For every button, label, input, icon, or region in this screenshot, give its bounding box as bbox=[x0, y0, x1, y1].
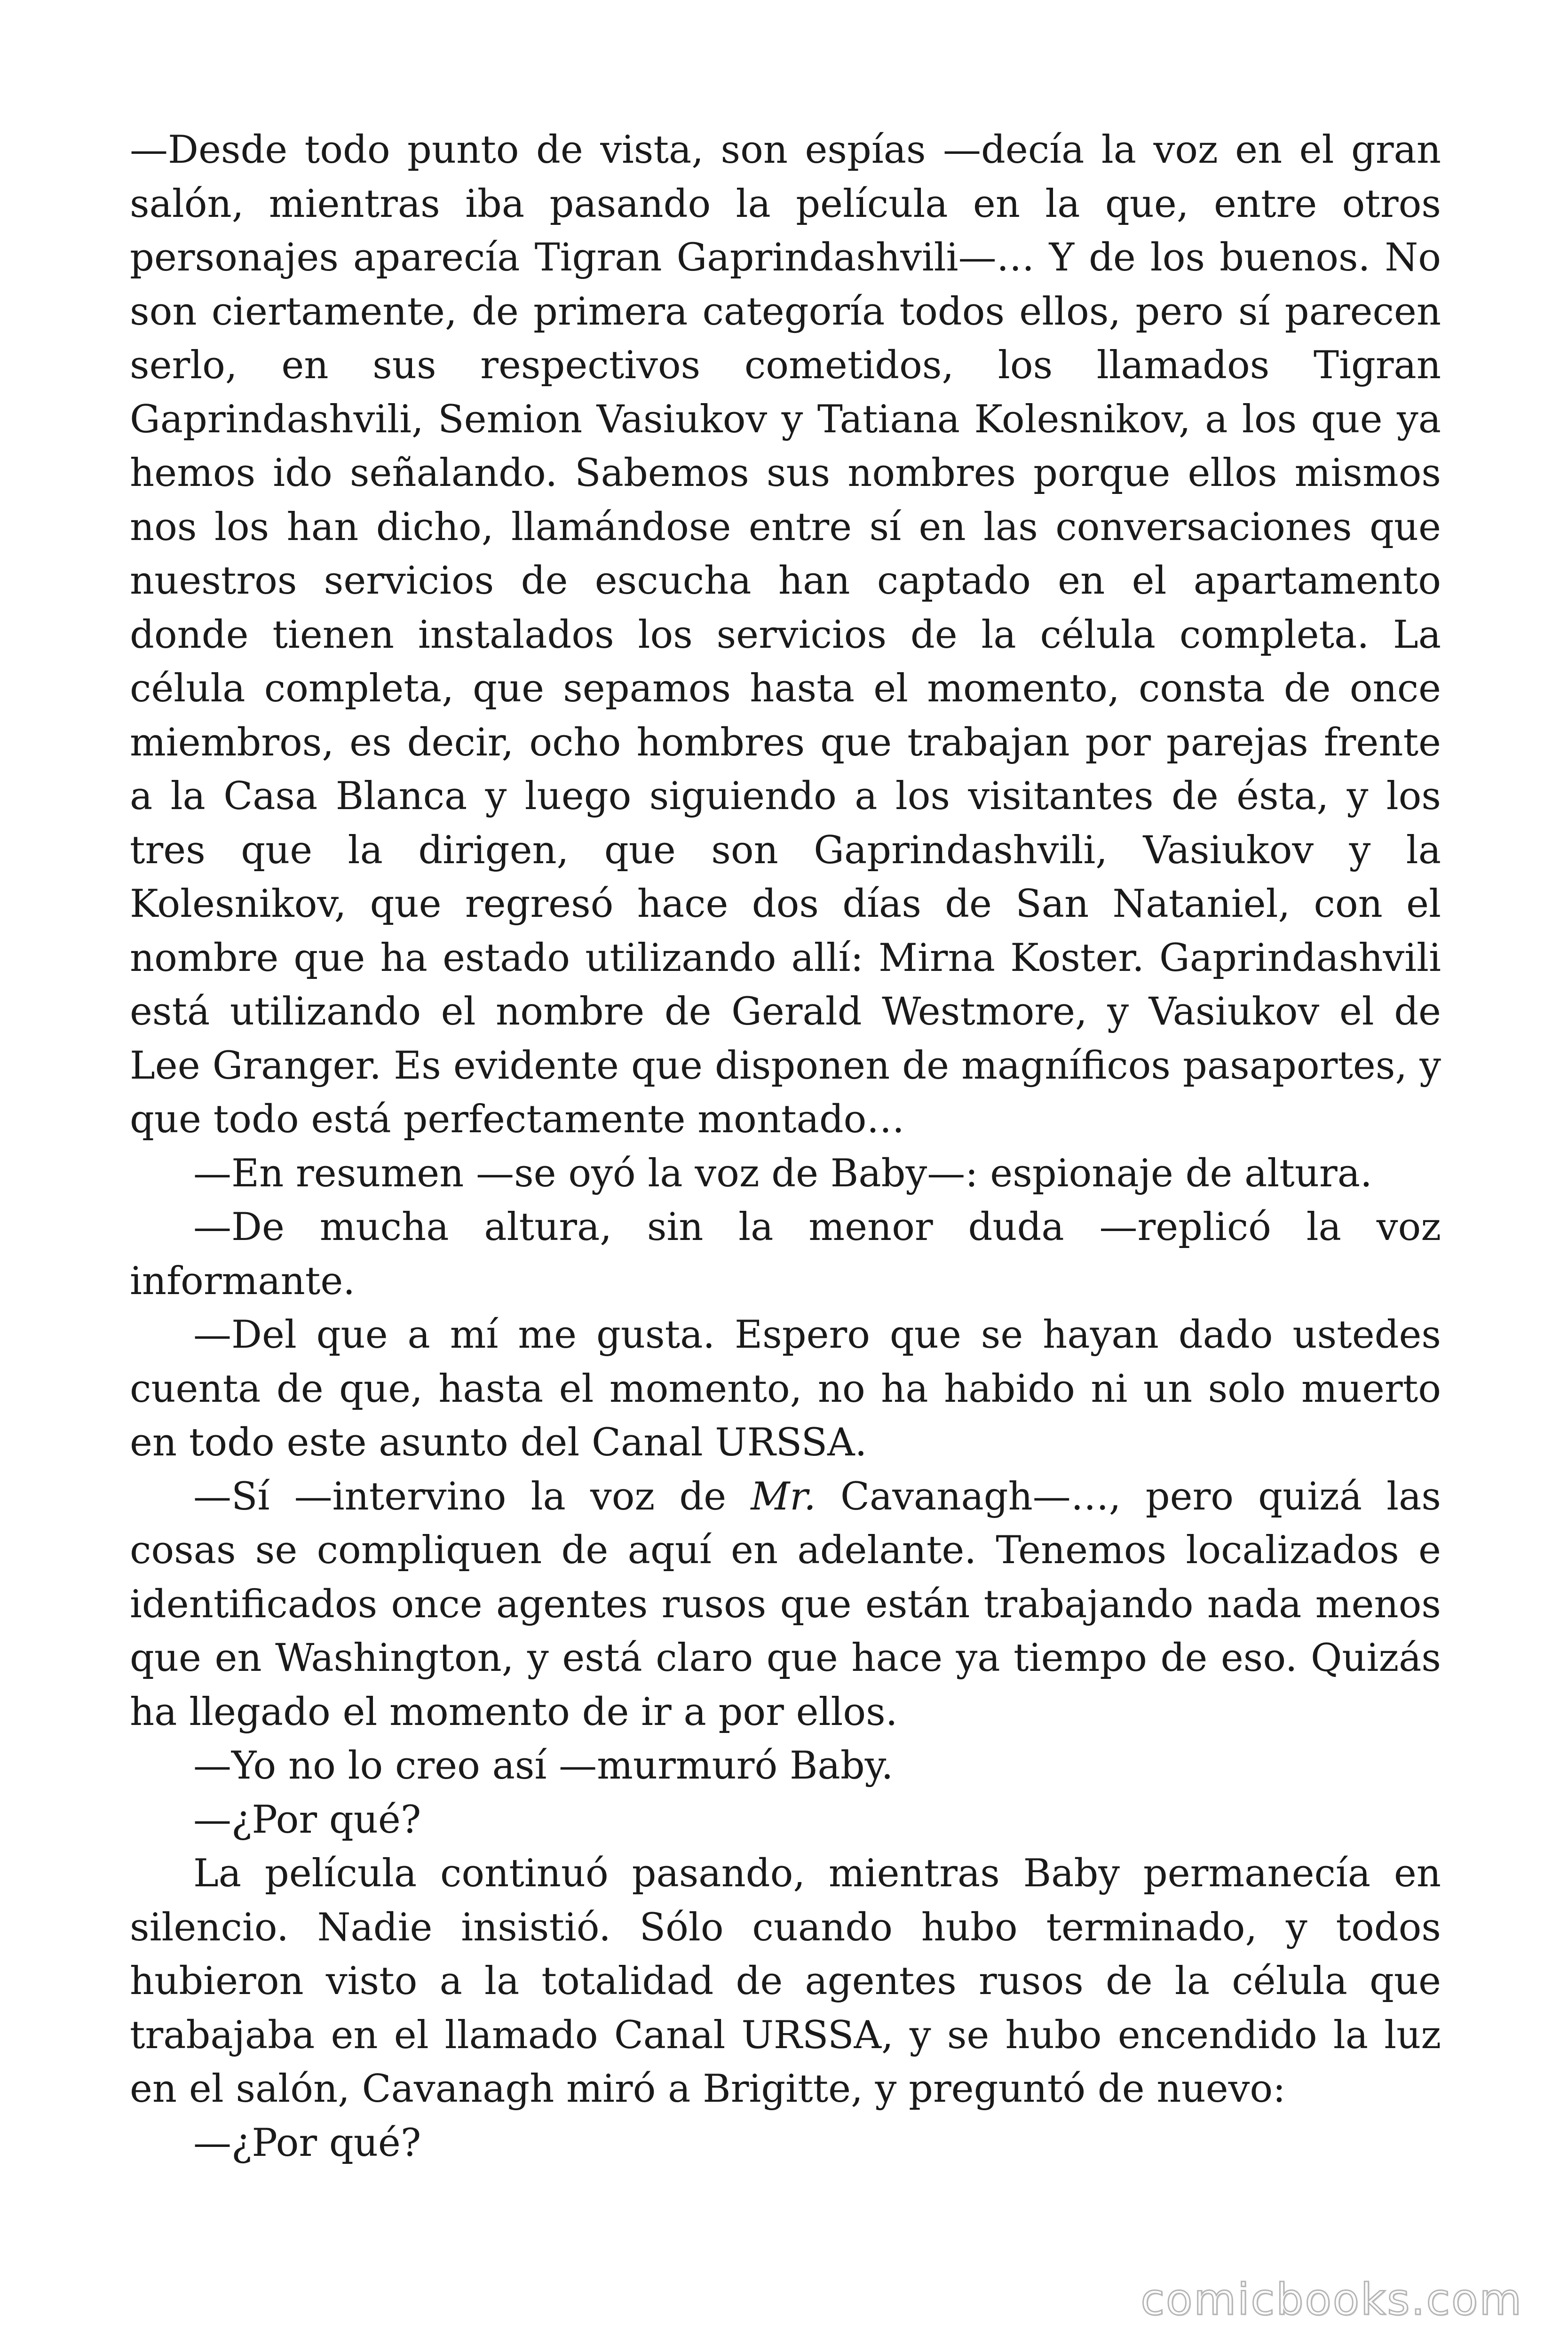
paragraph: —De mucha altura, sin la menor duda —replicó la voz informante. bbox=[130, 1205, 1441, 1303]
paragraph: La película continuó pasando, mientras Baby permanecía en silencio. Nadie insistió. Sólo cuando hubo terminado, y todos hubieron visto a la totalidad de agentes rusos de la célula que trabajaba en el llamado Canal URSSA, y se hubo encendido la luz en el salón, Cavanagh miró a Brigitte, y preguntó de nuevo: bbox=[130, 1851, 1441, 2111]
paragraph-italic-text: Mr. bbox=[751, 1474, 816, 1519]
paragraph: —¿Por qué? bbox=[193, 1797, 421, 1842]
paragraph: —Yo no lo creo así —murmuró Baby. bbox=[193, 1744, 894, 1788]
paragraph: —Del que a mí me gusta. Espero que se hayan dado ustedes cuenta de que, hasta el momento, no ha habido ni un solo muerto en todo este asunto del Canal URSSA. bbox=[130, 1313, 1441, 1465]
paragraph: —En resumen —se oyó la voz de Baby—: espionaje de altura. bbox=[193, 1151, 1372, 1196]
paragraph bbox=[130, 1470, 1441, 1740]
paragraph-text: —Sí —intervino la voz de bbox=[193, 1474, 751, 1519]
paragraph-text: Cavanagh—…, pero quizá las cosas se compliquen de aquí en adelante. Tenemos localizados e identificados once agentes rusos que están trabajando nada menos que en Washington, y está claro que hace ya tiempo de eso. Quizás ha llegado el momento de ir a por ellos. bbox=[130, 1474, 1441, 1734]
book-page-text bbox=[130, 123, 1441, 2170]
paragraph: —¿Por qué? bbox=[193, 2121, 421, 2165]
watermark: comicbooks.com bbox=[1140, 2274, 1523, 2325]
paragraph: —Desde todo punto de vista, son espías —decía la voz en el gran salón, mientras iba pasando la película en la que, entre otros personajes aparecía Tigran Gaprindashvili—… Y de los buenos. No son ciertamente, de primera categoría todos ellos, pero sí parecen serlo, en sus respectivos cometidos, los llamados Tigran Gaprindashvili, Semion Vasiukov y Tatiana Kolesnikov, a los que ya hemos ido señalando. Sabemos sus nombres porque ellos mismos nos los han dicho, llamándose entre sí en las conversaciones que nuestros servicios de escucha han captado en el apartamento donde tienen instalados los servicios de la célula completa. La célula completa, que sepamos hasta el momento, consta de once miembros, es decir, ocho hombres que trabajan por parejas frente a la Casa Blanca y luego siguiendo a los visitantes de ésta, y los tres que la dirigen, que son Gaprindashvili, Vasiukov y la Kolesnikov, que regresó hace dos días de San Nataniel, con el nombre que ha estado utilizando allí: Mirna Koster. Gaprindashvili está utilizando el nombre de Gerald Westmore, y Vasiukov el de Lee Granger. Es evidente que disponen de magníficos pasaportes, y que todo está perfectamente montado… bbox=[130, 128, 1441, 1142]
